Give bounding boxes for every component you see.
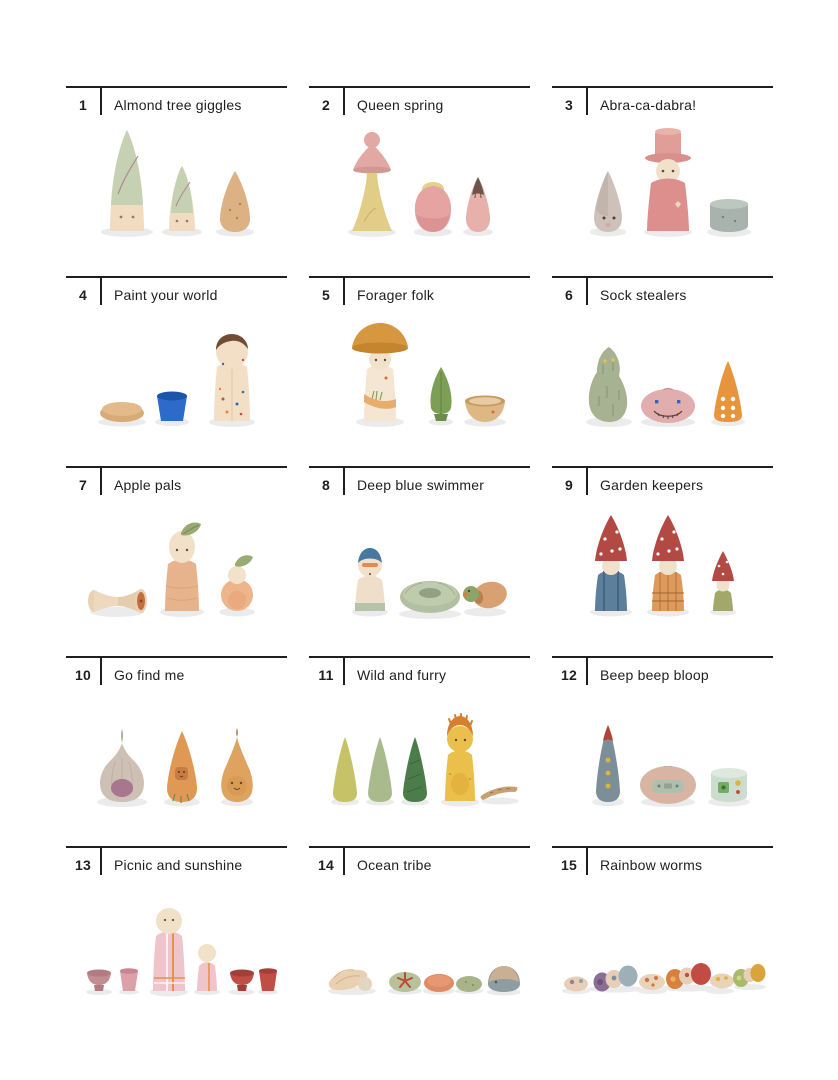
- item-number: 12: [561, 667, 577, 683]
- toy-set-photo-almond-tree-giggles: [66, 114, 287, 244]
- item-number: 14: [318, 857, 334, 873]
- item-header: [309, 468, 530, 493]
- toy-set-photo-sock-stealers: [552, 304, 773, 434]
- catalog-item-8: [309, 466, 530, 656]
- number-divider: [343, 848, 345, 875]
- number-divider: [586, 468, 588, 495]
- catalog-item-4: [66, 276, 287, 466]
- catalog-item-3: [552, 86, 773, 276]
- toy-set-photo-abra-ca-dabra: [552, 114, 773, 244]
- catalog-item-11: [309, 656, 530, 846]
- catalog-item-12: [552, 656, 773, 846]
- item-header: [552, 848, 773, 873]
- toy-set-photo-beep-beep-bloop: [552, 684, 773, 814]
- item-header: [66, 468, 287, 493]
- toy-set-photo-garden-keepers: [552, 494, 773, 624]
- item-title: Go find me: [114, 667, 185, 683]
- catalog-item-7: [66, 466, 287, 656]
- number-divider: [343, 278, 345, 305]
- item-title: Deep blue swimmer: [357, 477, 485, 493]
- item-title: Abra-ca-dabra!: [600, 97, 697, 113]
- item-title: Almond tree giggles: [114, 97, 242, 113]
- catalog-item-10: [66, 656, 287, 846]
- number-divider: [343, 88, 345, 115]
- catalog-item-1: [66, 86, 287, 276]
- number-divider: [343, 468, 345, 495]
- number-divider: [343, 658, 345, 685]
- item-header: [66, 658, 287, 683]
- item-header: [552, 278, 773, 303]
- item-number: 7: [79, 477, 87, 493]
- item-title: Picnic and sunshine: [114, 857, 243, 873]
- toy-set-photo-wild-and-furry: [309, 684, 530, 814]
- toy-set-photo-picnic-and-sunshine: [66, 874, 287, 1004]
- item-header: [66, 278, 287, 303]
- item-number: 5: [322, 287, 330, 303]
- item-number: 2: [322, 97, 330, 113]
- catalog-item-15: [552, 846, 773, 1036]
- number-divider: [586, 88, 588, 115]
- item-title: Wild and furry: [357, 667, 447, 683]
- toy-set-photo-ocean-tribe: [309, 874, 530, 1004]
- catalog-item-14: [309, 846, 530, 1036]
- item-header: [552, 468, 773, 493]
- catalog-item-2: [309, 86, 530, 276]
- number-divider: [586, 278, 588, 305]
- item-header: [309, 658, 530, 683]
- item-title: Garden keepers: [600, 477, 704, 493]
- number-divider: [100, 468, 102, 495]
- number-divider: [100, 88, 102, 115]
- item-header: [309, 88, 530, 113]
- item-number: 4: [79, 287, 87, 303]
- item-number: 15: [561, 857, 577, 873]
- item-title: Rainbow worms: [600, 857, 703, 873]
- catalog-item-6: [552, 276, 773, 466]
- item-header: [552, 658, 773, 683]
- item-number: 10: [75, 667, 91, 683]
- item-title: Beep beep bloop: [600, 667, 709, 683]
- catalog-item-5: [309, 276, 530, 466]
- toy-set-photo-deep-blue-swimmer: [309, 494, 530, 624]
- toy-set-photo-apple-pals: [66, 494, 287, 624]
- item-header: [309, 278, 530, 303]
- toy-set-photo-forager-folk: [309, 304, 530, 434]
- toy-set-photo-paint-your-world: [66, 304, 287, 434]
- item-number: 1: [79, 97, 87, 113]
- item-title: Apple pals: [114, 477, 182, 493]
- item-header: [309, 848, 530, 873]
- item-title: Queen spring: [357, 97, 444, 113]
- toy-set-photo-rainbow-worms: [552, 874, 773, 1004]
- toy-set-photo-queen-spring: [309, 114, 530, 244]
- toy-set-photo-go-find-me: [66, 684, 287, 814]
- number-divider: [100, 278, 102, 305]
- item-header: [66, 848, 287, 873]
- catalog-item-13: [66, 846, 287, 1036]
- item-number: 13: [75, 857, 91, 873]
- item-title: Forager folk: [357, 287, 435, 303]
- item-header: [66, 88, 287, 113]
- item-header: [552, 88, 773, 113]
- number-divider: [100, 658, 102, 685]
- item-number: 9: [565, 477, 573, 493]
- item-title: Ocean tribe: [357, 857, 432, 873]
- catalog-item-9: [552, 466, 773, 656]
- number-divider: [100, 848, 102, 875]
- item-number: 3: [565, 97, 573, 113]
- number-divider: [586, 658, 588, 685]
- item-number: 6: [565, 287, 573, 303]
- item-title: Paint your world: [114, 287, 218, 303]
- number-divider: [586, 848, 588, 875]
- catalog-grid: [66, 86, 773, 1036]
- item-number: 11: [318, 667, 334, 683]
- item-number: 8: [322, 477, 330, 493]
- item-title: Sock stealers: [600, 287, 687, 303]
